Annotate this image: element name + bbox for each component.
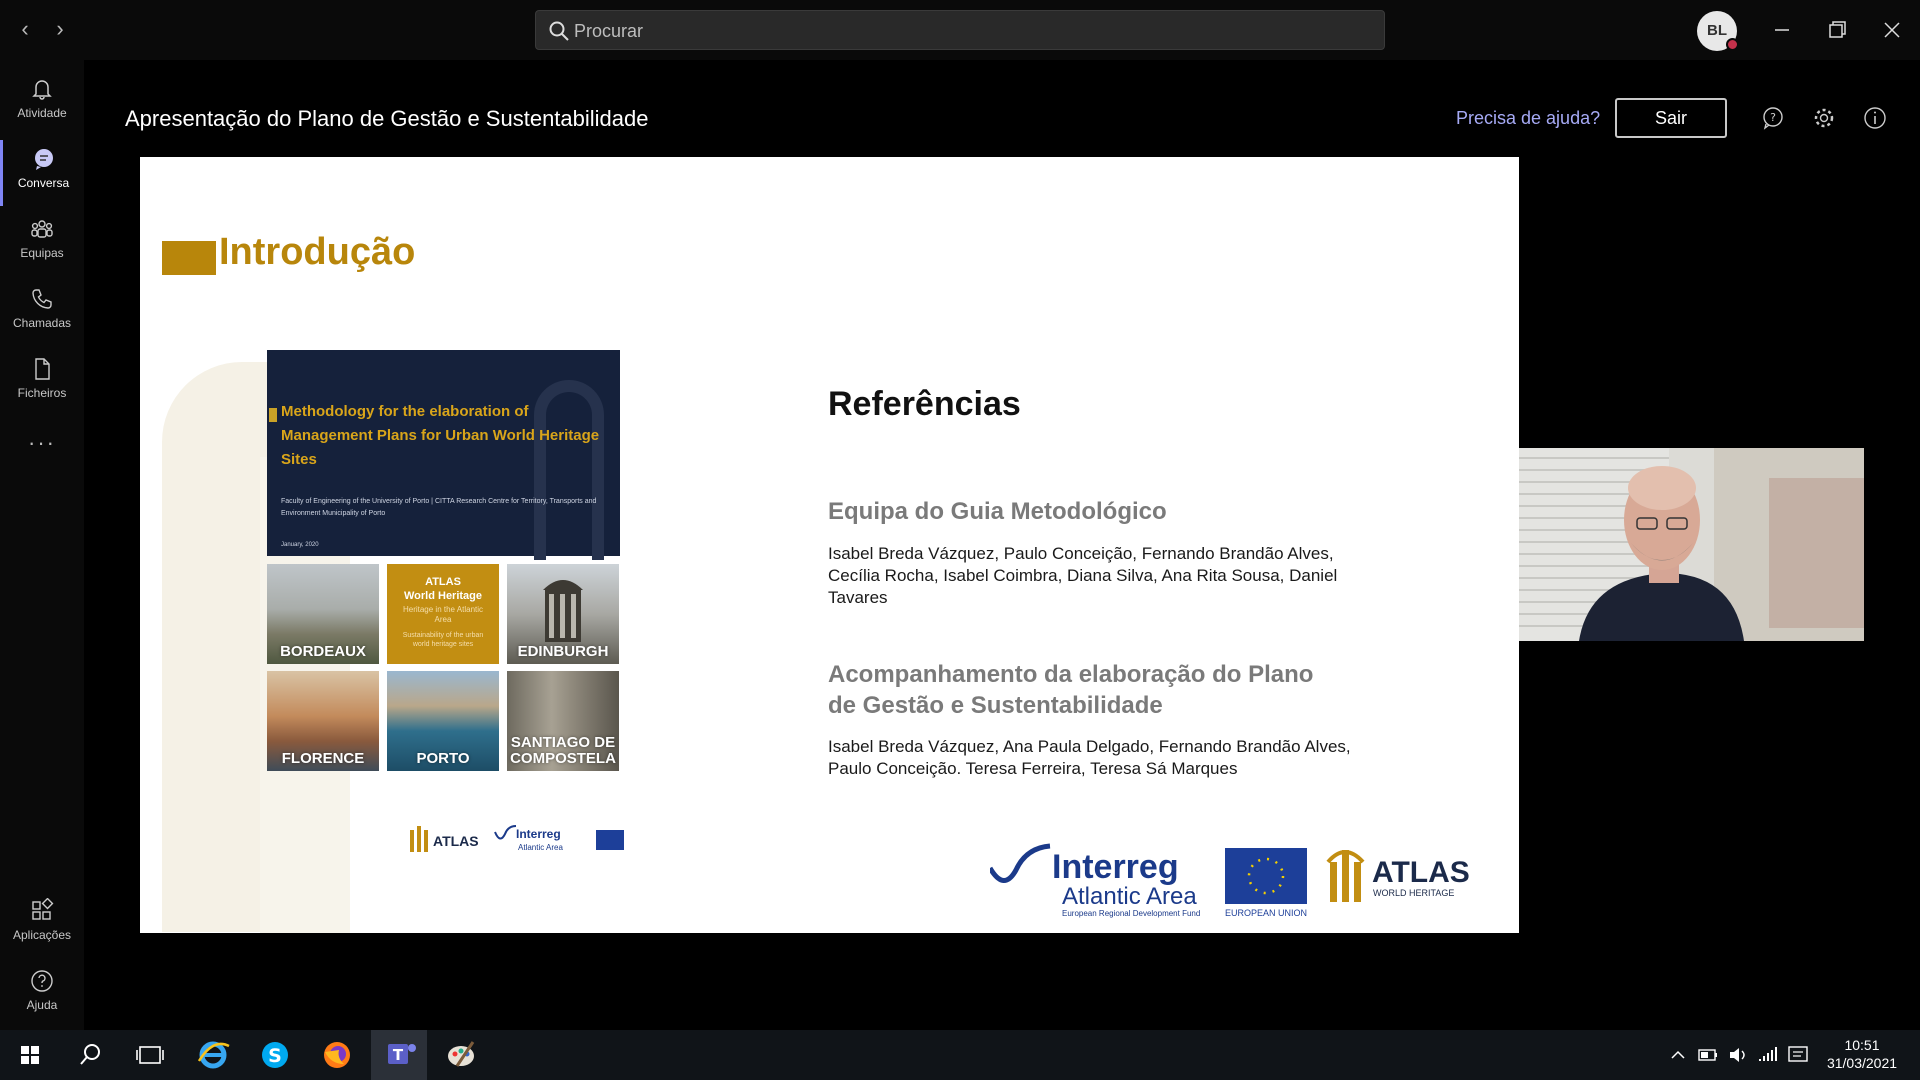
search-placeholder: Procurar — [574, 21, 644, 41]
more-apps-icon[interactable]: ··· — [28, 430, 56, 455]
participant-video-frame — [1519, 448, 1864, 641]
task-view-icon[interactable] — [122, 1030, 178, 1080]
search-box[interactable] — [535, 10, 1385, 50]
rail-item-help[interactable] — [0, 968, 84, 1028]
avatar[interactable] — [1697, 11, 1737, 51]
help-link[interactable]: Precisa de ajuda? — [1456, 108, 1601, 128]
rail-item-files[interactable] — [0, 350, 84, 416]
meeting-title: Apresentação do Plano de Gestão e Sustentabilidade — [125, 106, 649, 131]
presence-busy-icon — [1726, 38, 1739, 51]
cover-date: January, 2020 — [281, 542, 319, 548]
atlas-sub-text: WORLD HERITAGE — [1373, 888, 1455, 898]
phone-icon — [29, 286, 55, 312]
skype-icon[interactable] — [247, 1030, 303, 1080]
section-title: Equipa do Guia Metodológico — [828, 498, 1167, 525]
atlas-tile-text: Sustainability of the urban world heritage sites — [402, 632, 484, 648]
windows-taskbar — [0, 1030, 1920, 1080]
search-icon — [548, 20, 570, 42]
city-tile-porto — [387, 671, 499, 771]
minimize-icon[interactable] — [1764, 12, 1800, 48]
city-caption: SANTIAGO DE COMPOSTELA — [510, 734, 616, 767]
avatar-initials: BL — [1707, 22, 1727, 39]
monument-graphic — [535, 570, 591, 648]
cover-subtitle: Faculty of Engineering of the University of Porto | CITTA Research Centre for Territory, Transports and Environment Municipality of Porto — [281, 498, 597, 517]
rail-item-label: Aplicações — [12, 928, 72, 942]
teams-icon[interactable] — [371, 1030, 427, 1080]
rail-item-apps[interactable] — [0, 898, 84, 958]
eu-flag-logo — [1225, 848, 1307, 918]
title-bar — [0, 0, 1920, 60]
rail-item-label: Equipas — [20, 246, 64, 260]
volume-icon[interactable] — [1725, 1030, 1751, 1080]
windows-start-icon[interactable] — [2, 1030, 58, 1080]
erdf-text: European Regional Development Fund — [1062, 909, 1201, 918]
rail-item-label: Ajuda — [26, 998, 58, 1012]
notifications-icon[interactable] — [1785, 1030, 1811, 1080]
rail-item-activity[interactable] — [0, 70, 84, 136]
wifi-icon[interactable] — [1755, 1030, 1781, 1080]
close-icon[interactable] — [1874, 12, 1910, 48]
help-icon — [29, 968, 55, 994]
app-rail — [0, 60, 84, 1030]
taskbar-clock[interactable] — [1822, 1036, 1902, 1072]
eu-text: EUROPEAN UNION — [1224, 908, 1308, 918]
search-icon[interactable] — [62, 1030, 118, 1080]
svg-text:S: S — [268, 1045, 282, 1067]
forward-arrow-icon[interactable]: › — [56, 16, 64, 41]
eu-flag-icon — [1225, 848, 1307, 904]
rail-item-teams[interactable] — [0, 210, 84, 276]
atlas-tile-text: Heritage in the Atlantic Area — [402, 605, 484, 624]
teams-icon — [29, 216, 55, 242]
city-tile-bordeaux — [267, 564, 379, 664]
atlas-tile-subtitle: World Heritage — [403, 590, 483, 602]
info-icon[interactable] — [1862, 105, 1888, 131]
battery-icon[interactable] — [1695, 1030, 1721, 1080]
city-caption: EDINBURGH — [517, 643, 609, 660]
svg-text:?: ? — [1770, 111, 1776, 124]
bell-icon — [29, 76, 55, 102]
city-caption: FLORENCE — [281, 750, 365, 767]
svg-text:T: T — [392, 1046, 404, 1064]
heading-accent-box — [162, 241, 216, 275]
atlas-small-logo — [410, 826, 479, 852]
interreg-small-logo — [495, 826, 624, 852]
slide-heading: Introdução — [219, 231, 416, 273]
interreg-small-text: Interreg — [516, 827, 561, 841]
atlas-text: ATLAS — [1372, 856, 1470, 889]
clock-time: 10:51 — [1844, 1037, 1880, 1053]
atlas-tile — [387, 564, 499, 664]
rail-item-label: Ficheiros — [17, 386, 67, 400]
back-arrow-icon[interactable]: ‹ — [21, 16, 29, 41]
settings-gear-icon[interactable] — [1811, 105, 1837, 131]
internet-explorer-icon[interactable] — [185, 1030, 241, 1080]
participant-video[interactable] — [1519, 448, 1864, 641]
rail-item-calls[interactable] — [0, 280, 84, 346]
paint-icon[interactable] — [433, 1030, 489, 1080]
city-tile-florence — [267, 671, 379, 771]
report-cover — [267, 350, 620, 556]
interreg-text: Interreg — [1052, 848, 1179, 886]
references-title: Referências — [828, 385, 1021, 423]
partner-logos — [990, 842, 1500, 920]
atlas-logo — [1328, 850, 1470, 902]
eu-flag-small-icon — [596, 830, 624, 850]
city-caption: PORTO — [416, 750, 470, 767]
tray-chevron-up-icon[interactable] — [1665, 1030, 1691, 1080]
clock-date: 31/03/2021 — [1826, 1055, 1898, 1071]
cover-title: Methodology for the elaboration of Management Plans for Urban World Heritage Sites — [281, 403, 600, 468]
small-logos — [408, 822, 628, 856]
chat-icon — [31, 146, 57, 172]
city-tile-santiago — [507, 671, 619, 771]
atlas-tile-title: ATLAS — [425, 576, 461, 588]
shared-slide — [140, 157, 1519, 933]
file-icon — [29, 356, 55, 382]
atlas-small-text: ATLAS — [433, 833, 479, 849]
apps-icon — [29, 898, 55, 924]
atlantic-small-text: Atlantic Area — [518, 843, 563, 852]
section-body: Isabel Breda Vázquez, Paulo Conceição, Fernando Brandão Alves, Cecília Rocha, Isabel Coimbra, Diana Silva, Ana Rita Sousa, Daniel Tavares — [828, 544, 1338, 607]
cover-accent-bar — [269, 408, 277, 422]
rail-item-label: Atividade — [17, 106, 67, 120]
city-caption: BORDEAUX — [280, 643, 366, 660]
feedback-icon[interactable] — [1760, 105, 1786, 131]
rail-item-chat[interactable] — [0, 140, 84, 206]
firefox-icon[interactable] — [309, 1030, 365, 1080]
section-title: Acompanhamento da elaboração do Plano de Gestão e Sustentabilidade — [828, 661, 1314, 719]
rail-item-label: Chamadas — [12, 316, 72, 330]
leave-button[interactable]: Sair — [1615, 98, 1727, 138]
restore-icon[interactable] — [1819, 12, 1855, 48]
atlantic-area-text: Atlantic Area — [1062, 883, 1197, 910]
interreg-logo — [990, 846, 1200, 918]
section-body: Isabel Breda Vázquez, Ana Paula Delgado, Fernando Brandão Alves, Paulo Conceição. Teresa Ferreira, Teresa Sá Marques — [828, 737, 1351, 778]
city-tile-edinburgh — [507, 564, 619, 664]
rail-item-label: Conversa — [17, 176, 70, 190]
